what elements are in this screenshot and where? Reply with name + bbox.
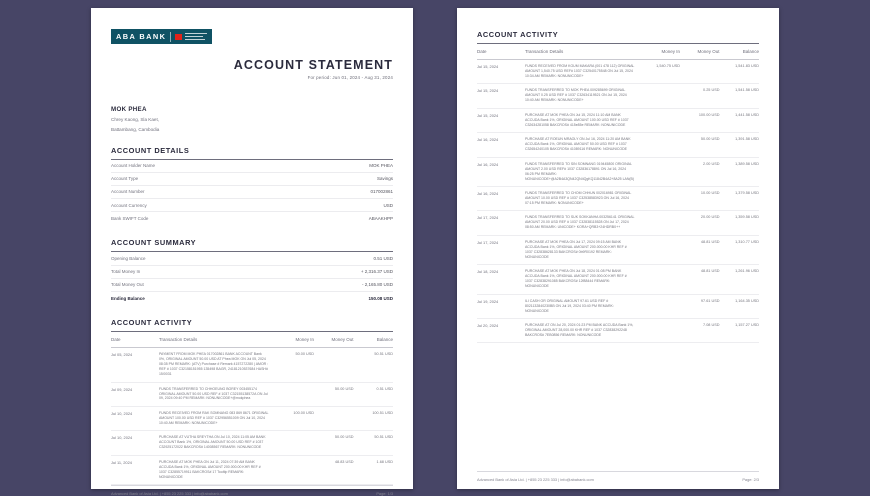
- cell-balance: 1,359.58 USD: [720, 211, 760, 235]
- statement-period: For period: Jun 01, 2024 - Aug 31, 2024: [307, 74, 393, 80]
- table-row: [111, 382, 393, 406]
- summary-row-ending-balance: [111, 292, 393, 304]
- cell-money-out: 48.83 USD: [314, 455, 353, 484]
- account-activity-heading: ACCOUNT ACTIVITY: [477, 30, 559, 39]
- transactions-body-page-1: [111, 348, 393, 485]
- transactions-table-page-2: [477, 44, 759, 343]
- cell-date: Jul 15, 2024: [477, 84, 525, 108]
- summary-row: [111, 266, 393, 279]
- account-activity-section-page-2: [477, 30, 759, 343]
- cell-money-out: [314, 406, 353, 430]
- column-header-balance: Balance: [354, 332, 394, 348]
- customer-block: [111, 106, 393, 132]
- document-title-block: [111, 58, 393, 80]
- cell-money-in: [641, 133, 680, 157]
- cell-balance: 1,391.58 USD: [720, 133, 760, 157]
- cell-balance: 1,441.58 USD: [720, 108, 760, 132]
- bank-logo-row: [111, 26, 393, 44]
- cell-details: PAYMENT FROM MOK PHEA 017002861 BANK ACCOUNT Bank 0%, ORIGINAL AMOUNT 50.00 USD AT Phea MOK ON Jul 05, 2024 08:35 PM REMARK: (ATV) Purchase # Remark 4157272280 | AMOR : REF # 1037 C32158151955 135498 BAGR, 24181210537684 HASH# 15/0031: [159, 348, 275, 382]
- cell-balance: 1,389.58 USD: [720, 157, 760, 186]
- table-row: [477, 84, 759, 108]
- cell-date: Jul 19, 2024: [477, 294, 525, 318]
- detail-row: [111, 160, 393, 173]
- table-row: [477, 108, 759, 132]
- cell-details: PURCHASE AT ROEUN MRAOLY ON Jul 16, 2024 11:20 AM BANK ACCUDA Bank 1%, ORIGINAL AMOUNT 50.00 USD REF # 1037 C32654240105 BAKCROS# 41089116 REMARK: NONUNICODE: [525, 133, 641, 157]
- customer-address-line-1: Chrey Kaong, Sla Kaet,: [111, 117, 160, 122]
- cell-date: Jul 20, 2024: [477, 318, 525, 342]
- cell-date: Jul 18, 2024: [477, 265, 525, 294]
- cell-balance: 0.51 USD: [354, 382, 394, 406]
- cell-details: FUNDS TRANSFERRED TO SUK SOKKANHA 003256141 ORIGINAL AMOUNT 20.00 USD REF # 1037 C32838115528 ON Jul 17, 2024 08:50 AM REMARK: UNICODE+ KORA+QRB3+24HDRB0++: [525, 211, 641, 235]
- summary-value: + 2,316.37 USD: [360, 269, 393, 275]
- detail-value: USD: [383, 202, 393, 208]
- detail-value: ABAAKHPP: [368, 215, 393, 221]
- summary-label: Total Money In: [111, 269, 141, 275]
- table-header-row: [111, 332, 393, 348]
- summary-value: 150.08 USD: [368, 295, 393, 301]
- footer-page-number: Page: 2/3: [742, 477, 759, 482]
- table-row: [477, 187, 759, 211]
- cell-details: PURCHASE AT MOK PHEA ON Jul 15, 2024 11:10 AM BANK ACCUDA Bank 1%, ORIGINAL AMOUNT 100.00 USD REF # 1037 C32634281058 BAKCROS# 415e85e REMARK: NONUNICODE: [525, 108, 641, 132]
- cell-date: Jul 17, 2024: [477, 235, 525, 264]
- table-row: [477, 265, 759, 294]
- cell-date: Jul 15, 2024: [477, 108, 525, 132]
- account-summary-list: [111, 252, 393, 304]
- table-row: [477, 133, 759, 157]
- cell-money-out: 100.00 USD: [680, 108, 719, 132]
- detail-row: [111, 173, 393, 186]
- transactions-body-page-2: [477, 60, 759, 343]
- cell-details: PURCHASE AT MOK PHEA ON Jul 18, 2024 01:08 PM BANK ACCUDA Bank 1%, ORIGINAL AMOUNT 200.000.00 KHR REF # 1037 C32838291085 BAKCROS# 12f88444 REMARK: NONUNICODE: [525, 265, 641, 294]
- cell-money-in: [641, 318, 680, 342]
- page-footer-2: [477, 471, 759, 489]
- cell-date: Jul 15, 2024: [477, 60, 525, 84]
- column-header-money-in: Money In: [275, 332, 314, 348]
- column-header-transaction-details: Transaction Details: [525, 44, 641, 60]
- table-row: [111, 348, 393, 382]
- cell-details: PURCHASE AT MOK PHEA ON Jul 17, 2024 09:15 AM BANK ACCUDA Bank 1%, ORIGINAL AMOUNT 200.000.00 KHR REF # 1037 C32838628133 BAKCROS# 0b9R0192 REMARK: NONUNICODE: [525, 235, 641, 264]
- table-row: [477, 157, 759, 186]
- table-row: [111, 455, 393, 484]
- summary-label: Opening Balance: [111, 256, 146, 262]
- detail-label: Account Number: [111, 189, 145, 195]
- summary-value: - 2,165.80 USD: [361, 282, 393, 288]
- cell-balance: 1.68 USD: [354, 455, 394, 484]
- page-spacer: [477, 343, 759, 471]
- table-row: [111, 431, 393, 455]
- table-row: [477, 294, 759, 318]
- cell-money-out: 50.00 USD: [314, 382, 353, 406]
- account-summary-heading: ACCOUNT SUMMARY: [111, 238, 197, 248]
- cell-money-out: 48.81 USD: [680, 265, 719, 294]
- cell-details: PURCHASE AT ON Jul 20, 2024 01:23 PM BANK ACCUDA Bank 1%, ORIGINAL AMOUNT 28,000.00 KHR REF # 1037 C32838292248 BAKCROS# 7EB0856 REMARK: NONUNICODE: [525, 318, 641, 342]
- summary-row: [111, 252, 393, 265]
- account-details-section: [111, 146, 393, 225]
- cell-balance: 1,261.96 USD: [720, 265, 760, 294]
- cell-money-out: 2.00 USD: [680, 157, 719, 186]
- cell-money-out: 48.81 USD: [680, 235, 719, 264]
- detail-row: [111, 186, 393, 199]
- cell-money-in: [641, 211, 680, 235]
- table-row: [477, 318, 759, 342]
- cell-money-out: 10.00 USD: [680, 187, 719, 211]
- column-header-balance: Balance: [720, 44, 760, 60]
- cell-money-in: [275, 382, 314, 406]
- cell-date: Jul 09, 2024: [111, 382, 159, 406]
- cell-money-out: 20.00 USD: [680, 211, 719, 235]
- cell-details: FUNDS TRANSFERRED TO CHOM CHHUN 002016981 ORIGINAL AMOUNT 10.00 USD REF # 1037 C32538583923 ON Jul 16, 2024 07:15 PM REMARK: NONUNICODE+: [525, 187, 641, 211]
- cell-money-in: [641, 157, 680, 186]
- cell-balance: 1,157.27 USD: [720, 318, 760, 342]
- column-header-money-in: Money In: [641, 44, 680, 60]
- cell-date: Jul 16, 2024: [477, 187, 525, 211]
- detail-row: [111, 199, 393, 212]
- table-header-row: [477, 44, 759, 60]
- logo-divider: [170, 32, 171, 42]
- table-row: [111, 406, 393, 430]
- cell-date: Jul 10, 2024: [111, 431, 159, 455]
- logo-subtext-lines: [185, 33, 207, 40]
- account-details-heading: ACCOUNT DETAILS: [111, 145, 190, 155]
- column-header-date: Date: [111, 332, 159, 348]
- cell-details: FUNDS TRANSFERRED TO SIN SOMNANG 019445800 ORIGINAL AMOUNT 2.00 USD REF# 1037 C32836178891 ON Jul 16, 2024 06:25 PM REMARK: NONUNICODE+@A2B4A3QN42QN4QgKQ11842B4A2+8A25 LAN(B): [525, 157, 641, 186]
- cell-money-out: 97.61 USD: [680, 294, 719, 318]
- cell-date: Jul 16, 2024: [477, 157, 525, 186]
- cell-date: Jul 17, 2024: [477, 211, 525, 235]
- account-activity-section-page-1: [111, 318, 393, 485]
- page-footer-1: [111, 485, 393, 496]
- statement-page-1: [91, 8, 413, 496]
- cell-balance: 1,164.35 USD: [720, 294, 760, 318]
- cell-balance: 50.51 USD: [354, 431, 394, 455]
- cell-money-out: [314, 348, 353, 382]
- cell-money-in: 50.00 USD: [275, 348, 314, 382]
- footer-contact: Advanced Bank of Asia Ltd. | +855 23 225 333 | info@ababank.com: [477, 477, 594, 482]
- cell-balance: 1,541.83 USD: [720, 60, 760, 84]
- detail-value: MOK PHEA: [369, 163, 393, 169]
- cell-details: FUNDS TRANSFERRED TO CHHOEUNG BOREY 003455174 ORIGINAL AMOUNT 50.00 USD REF # 1037 C32155138572A ON Jul 09, 2024 09:40 PM REMARK: NONUNICODE+@mokphea: [159, 382, 275, 406]
- cell-details: PURCHASE AT VUTHA SREYTHA ON Jul 10, 2024 11:05 AM BANK ACCOUNT Bank 1%, ORIGINAL AMOUNT 50.00 USD REF # 1037 C32925172022 BAKCROS# 14008567 REMARK: NONUNICODE: [159, 431, 275, 455]
- table-row: [477, 211, 759, 235]
- cell-details: FUNDS RECEIVED FROM KOUM MAKARA (001 478 112) ORIGINAL AMOUNT 1,540.75 USD REF# 1037 C32540175548 ON Jul 15, 2024 10:34 AM REMARK: NONUNICODE+: [525, 60, 641, 84]
- transactions-table-page-1: [111, 332, 393, 485]
- aba-bank-logo: [111, 29, 212, 44]
- cell-money-out: 50.00 USD: [314, 431, 353, 455]
- logo-wordmark: ABA BANK: [116, 32, 167, 41]
- cell-date: Jul 05, 2024: [111, 348, 159, 382]
- cell-balance: 1,379.58 USD: [720, 187, 760, 211]
- cell-money-out: 50.00 USD: [680, 133, 719, 157]
- cell-money-in: 100.00 USD: [275, 406, 314, 430]
- detail-label: Bank SWIFT Code: [111, 215, 149, 221]
- table-row: [477, 235, 759, 264]
- cell-money-out: 7.08 USD: [680, 318, 719, 342]
- cell-money-in: [275, 455, 314, 484]
- cell-date: Jul 11, 2024: [111, 455, 159, 484]
- detail-value: Savings: [376, 176, 393, 182]
- column-header-money-out: Money Out: [314, 332, 353, 348]
- detail-label: Account Holder Name: [111, 163, 156, 169]
- customer-name: MOK PHEA: [111, 105, 147, 113]
- cell-details: PURCHASE AT MOK PHEA ON Jul 11, 2024 07:39 AM BANK ACCUDA Bank 1%, ORIGINAL AMOUNT 200.000.00 KHR REF # 1037 C32855719911 BAKCROS# 17 Tooltip REMARK: NONUNICODE: [159, 455, 275, 484]
- summary-value: 0.51 USD: [373, 256, 393, 262]
- cell-balance: 50.51 USD: [354, 348, 394, 382]
- cell-money-in: [641, 235, 680, 264]
- account-summary-section: [111, 238, 393, 304]
- column-header-money-out: Money Out: [680, 44, 719, 60]
- summary-row: [111, 279, 393, 292]
- cell-money-out: 0.25 USD: [680, 84, 719, 108]
- cell-date: Jul 16, 2024: [477, 133, 525, 157]
- cell-money-in: [275, 431, 314, 455]
- cell-balance: 100.51 USD: [354, 406, 394, 430]
- cell-money-in: [641, 294, 680, 318]
- column-header-transaction-details: Transaction Details: [159, 332, 275, 348]
- cell-date: Jul 10, 2024: [111, 406, 159, 430]
- cell-balance: 1,310.77 USD: [720, 235, 760, 264]
- footer-page-number: Page: 1/3: [376, 491, 393, 496]
- footer-contact: Advanced Bank of Asia Ltd. | +855 23 225 333 | info@ababank.com: [111, 491, 228, 496]
- nbc-red-mark-icon: [175, 34, 182, 40]
- column-header-date: Date: [477, 44, 525, 60]
- cell-details: FUNDS RECEIVED FROM RAK SOMNANG 083 869 8671 ORIGINAL AMOUNT 100.00 USD REF # 1037 C32956551009 ON Jul 10, 2024 10:40 AM REMARK: NONUNICODE+: [159, 406, 275, 430]
- table-row: [477, 60, 759, 84]
- cell-balance: 1,541.58 USD: [720, 84, 760, 108]
- summary-label: Total Money Out: [111, 282, 144, 288]
- summary-label: Ending Balance: [111, 295, 145, 301]
- cell-money-out: [680, 60, 719, 84]
- detail-row: [111, 212, 393, 224]
- account-activity-heading: ACCOUNT ACTIVITY: [111, 318, 193, 328]
- customer-address-line-2: Battambang, Cambodia: [111, 126, 160, 132]
- cell-money-in: [641, 187, 680, 211]
- statement-page-2: [457, 8, 779, 489]
- detail-label: Account Currency: [111, 202, 147, 208]
- detail-value: 017002861: [370, 189, 393, 195]
- cell-money-in: [641, 108, 680, 132]
- cell-money-in: [641, 265, 680, 294]
- page-title: ACCOUNT STATEMENT: [233, 58, 393, 72]
- cell-money-in: [641, 84, 680, 108]
- account-details-list: [111, 160, 393, 225]
- cell-details: ILI CASH OR ORIGINAL AMOUNT 97.61 USD REF # 8021132840230BB ON Jul 19, 2024 03:40 PM REMARK: NONUNICODE: [525, 294, 641, 318]
- cell-money-in: 1,540.75 USD: [641, 60, 680, 84]
- cell-details: FUNDS TRANSFERRED TO MOK PHEA 009285699 ORIGINAL AMOUNT 0.25 USD REF # 1037 C32634119521 ON Jul 15, 2024 10:40 AM REMARK: NONUNICODE+: [525, 84, 641, 108]
- detail-label: Account Type: [111, 176, 139, 182]
